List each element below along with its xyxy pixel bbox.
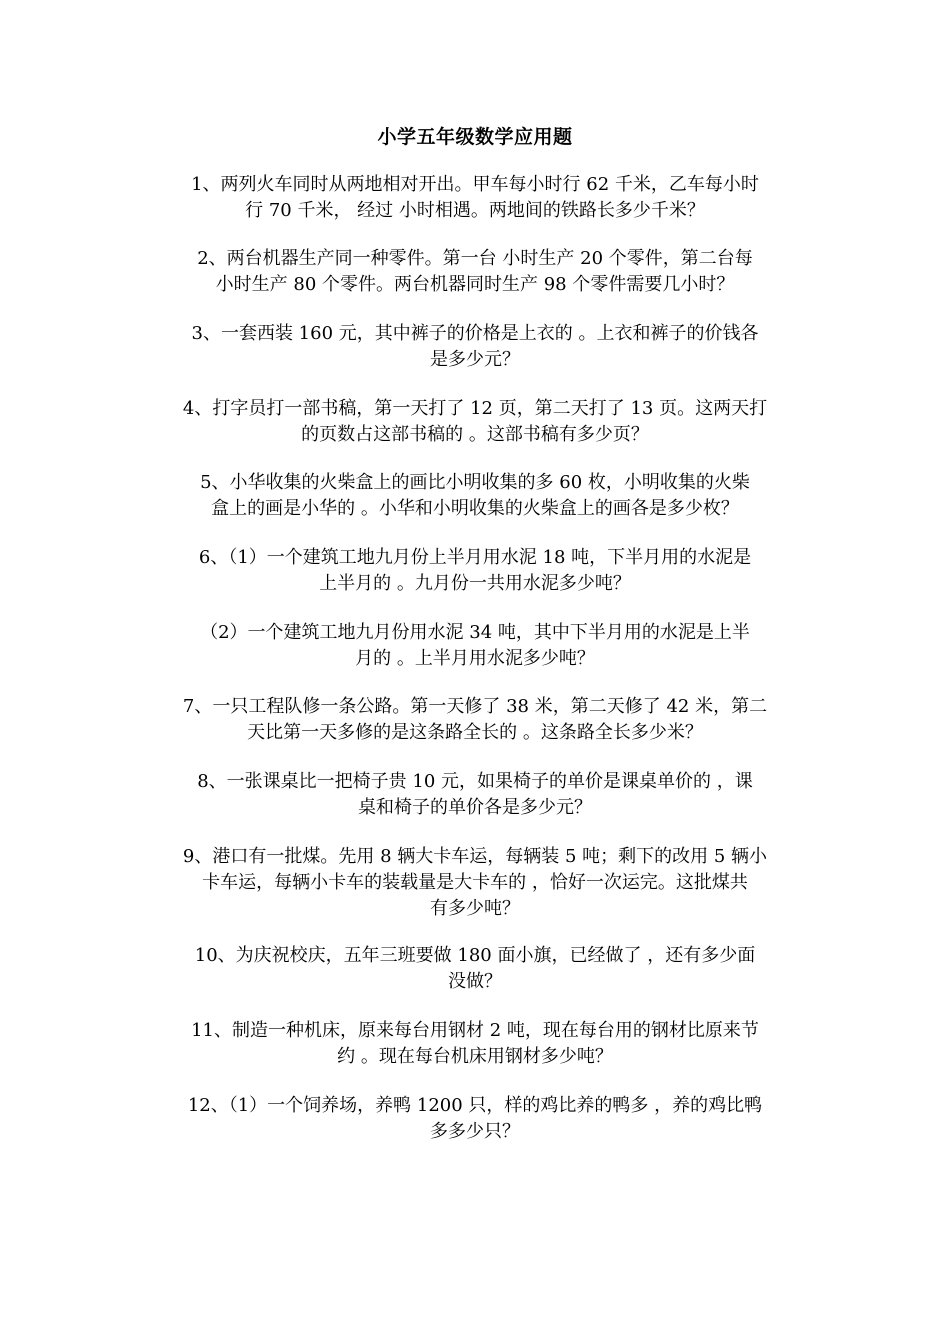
problem-line: 是多少元？: [430, 349, 520, 370]
problem-line: 4、打字员打一部书稿，第一天打了 12 页，第二天打了 13 页。这两天打: [182, 398, 768, 419]
problem-2: [138, 246, 812, 298]
problem-line: 有多少吨？: [430, 898, 520, 919]
problem-line: 月的 。上半月用水泥多少吨？: [355, 648, 595, 669]
problem-line: 3、一套西装 160 元，其中裤子的价格是上衣的 。上衣和裤子的价钱各: [191, 323, 759, 344]
problem-1: [138, 172, 812, 224]
document-title: 小学五年级数学应用题: [377, 126, 573, 148]
problem-line: 约 。现在每台机床用钢材多少吨？: [337, 1046, 613, 1067]
problem-9: [138, 844, 812, 922]
problem-line: 天比第一天多修的是这条路全长的 。这条路全长多少米？: [247, 722, 703, 743]
problem-line: 9、港口有一批煤。先用 8 辆大卡车运，每辆装 5 吨；剩下的改用 5 辆小: [182, 846, 768, 867]
problem-line: 8、一张课桌比一把椅子贵 10 元，如果椅子的单价是课桌单价的 ，课: [197, 771, 753, 792]
problem-3: [138, 321, 812, 373]
problem-line: 5、小华收集的火柴盒上的画比小明收集的多 60 枚，小明收集的火柴: [200, 472, 750, 493]
problem-7: [138, 694, 812, 746]
problem-line: 6、（1）一个建筑工地九月份上半月用水泥 18 吨，下半月用的水泥是: [198, 547, 752, 568]
problem-11: [138, 1018, 812, 1070]
problem-line: 10、为庆祝校庆，五年三班要做 180 面小旗，已经做了 ，还有多少面: [194, 945, 756, 966]
problem-line: 12、（1）一个饲养场，养鸭 1200 只，样的鸡比养的鸭多 ，养的鸡比鸭: [187, 1095, 763, 1116]
problem-line: 桌和椅子的单价各是多少元？: [358, 797, 592, 818]
problem-line: 卡车运，每辆小卡车的装载量是大卡车的 ，恰好一次运完。这批煤共: [202, 872, 748, 893]
problem-line: 7、一只工程队修一条公路。第一天修了 38 米，第二天修了 42 米，第二: [182, 696, 768, 717]
problem-line: 1、两列火车同时从两地相对开出。甲车每小时行 62 千米，乙车每小时: [191, 174, 759, 195]
problem-line: 2、两台机器生产同一种零件。第一台 小时生产 20 个零件，第二台每: [197, 248, 753, 269]
problem-10: [138, 943, 812, 995]
problem-line: 小时生产 80 个零件。两台机器同时生产 98 个零件需要几小时？: [215, 274, 735, 295]
problem-line: 多多少只？: [430, 1121, 520, 1142]
problem-line: 没做？: [448, 971, 502, 992]
problem-4: [138, 396, 812, 448]
problem-line: 行 70 千米， 经过 小时相遇。两地间的铁路长多少千米？: [245, 200, 705, 221]
problem-line: 盒上的画是小华的 。小华和小明收集的火柴盒上的画各是多少枚？: [211, 498, 739, 519]
problem-8: [138, 769, 812, 821]
problem-line: （2）一个建筑工地九月份用水泥 34 吨，其中下半月用的水泥是上半: [200, 622, 750, 643]
problem-line: 的页数占这部书稿的 。这部书稿有多少页？: [301, 424, 649, 445]
problem-12-1: [138, 1093, 812, 1145]
problem-5: [138, 470, 812, 522]
problem-6-1: [138, 545, 812, 597]
problem-6-2: [138, 620, 812, 672]
problem-line: 11、制造一种机床，原来每台用钢材 2 吨，现在每台用的钢材比原来节: [191, 1020, 759, 1041]
problem-line: 上半月的 。九月份一共用水泥多少吨？: [319, 573, 631, 594]
